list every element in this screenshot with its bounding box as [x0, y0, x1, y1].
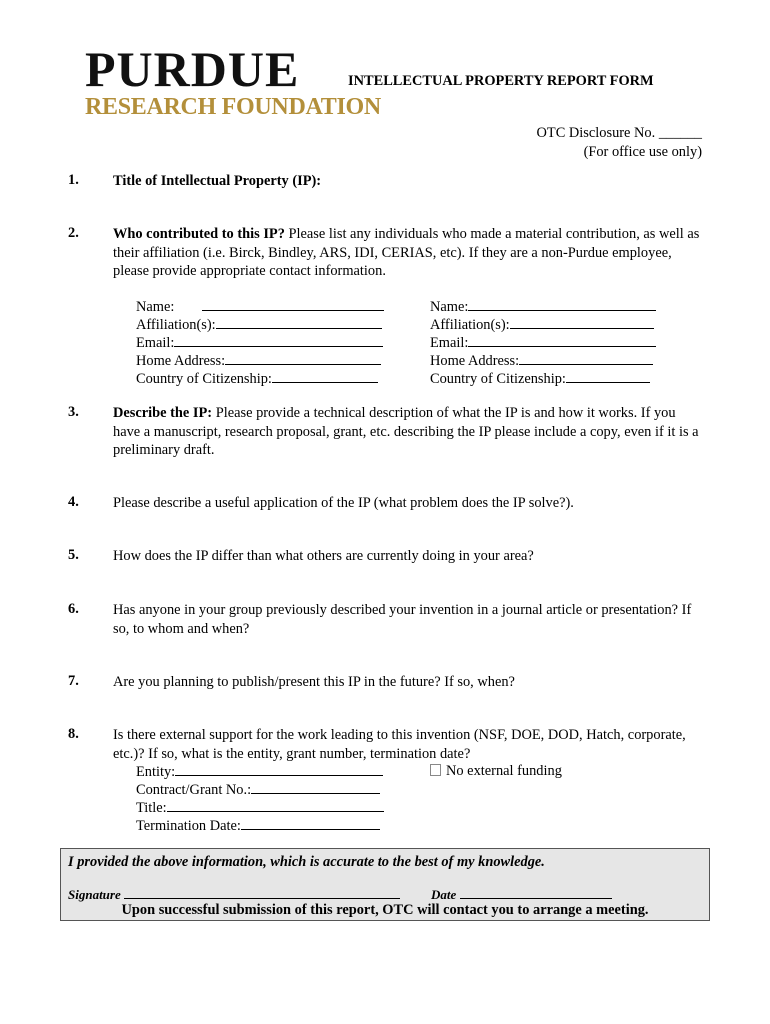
question-text: [113, 404, 703, 460]
question-bold-label: Describe the IP:: [113, 405, 213, 421]
question-number: 3.: [68, 404, 79, 420]
form-title: INTELLECTUAL PROPERTY REPORT FORM: [348, 73, 654, 89]
question-number: 4.: [68, 494, 79, 510]
contributor-email-field[interactable]: Email:: [430, 333, 656, 351]
no-external-funding-checkbox[interactable]: [430, 764, 441, 776]
contributor-name-field[interactable]: Name:: [430, 297, 656, 315]
certification-statement: I provided the above information, which is accurate to the best of my knowledge.: [68, 854, 545, 870]
question-body: Has anyone in your group previously described your invention in a journal article or presentation? If so, to whom and when?: [113, 602, 692, 637]
question-body: Are you planning to publish/present this IP in the future? If so, when?: [113, 674, 515, 690]
contributor-home-address-field[interactable]: Home Address:: [136, 351, 384, 369]
external-support-fields: [136, 762, 384, 834]
otc-disclosure-block: [537, 124, 702, 162]
question-number: 6.: [68, 601, 79, 617]
contributor-2-fields: [430, 297, 656, 387]
office-use-note: (For office use only): [583, 144, 702, 160]
question-text: [113, 172, 703, 191]
question-number: 7.: [68, 673, 79, 689]
question-number: 5.: [68, 547, 79, 563]
logo-purdue-text: PURDUE: [85, 41, 300, 97]
no-external-funding-label: No external funding: [446, 763, 562, 779]
question-text: [113, 225, 703, 281]
submission-footer-note: Upon successful submission of this report, OTC will contact you to arrange a meeting.: [121, 902, 649, 918]
signature-field[interactable]: Signature: [68, 887, 400, 903]
contributor-citizenship-field[interactable]: Country of Citizenship:: [136, 369, 384, 387]
certification-box: [60, 848, 710, 921]
contributor-affiliation-field[interactable]: Affiliation(s):: [136, 315, 384, 333]
title-field[interactable]: Title:: [136, 798, 384, 816]
question-number: 2.: [68, 225, 79, 241]
question-body: Please list any individuals who made a material contribution, as well as their affiliation (i.e. Birck, Bindley, ARS, IDI, CERIAS, etc). If they are a non-Purdue employee, please provide appropriate contact information.: [113, 226, 700, 279]
contributor-1-fields: [136, 297, 384, 387]
contributor-name-field[interactable]: Name:: [136, 297, 384, 315]
contract-grant-number-field[interactable]: Contract/Grant No.:: [136, 780, 384, 798]
question-bold-label: Title of Intellectual Property (IP):: [113, 173, 322, 189]
entity-field[interactable]: Entity:: [136, 762, 384, 780]
contributor-citizenship-field[interactable]: Country of Citizenship:: [430, 369, 656, 387]
date-field[interactable]: Date: [431, 887, 612, 903]
contributor-email-field[interactable]: Email:: [136, 333, 384, 351]
contributor-affiliation-field[interactable]: Affiliation(s):: [430, 315, 656, 333]
question-number: 1.: [68, 172, 79, 188]
contributor-home-address-field[interactable]: Home Address:: [430, 351, 656, 369]
purdue-research-foundation-logo: [85, 41, 381, 120]
question-body: Please describe a useful application of the IP (what problem does the IP solve?).: [113, 495, 574, 511]
termination-date-field[interactable]: Termination Date:: [136, 816, 384, 834]
otc-disclosure-number[interactable]: OTC Disclosure No. ______: [536, 125, 702, 141]
question-bold-label: Who contributed to this IP?: [113, 226, 285, 242]
question-body: Is there external support for the work leading to this invention (NSF, DOE, DOD, Hatch, corporate, etc.)? If so, what is the entity, grant number, termination date?: [113, 727, 686, 762]
no-external-funding-option[interactable]: [430, 762, 562, 780]
question-body: How does the IP differ than what others are currently doing in your area?: [113, 548, 534, 564]
question-number: 8.: [68, 726, 79, 742]
question-body: Please provide a technical description of what the IP is and how it works. If you have a manuscript, research proposal, grant, etc. describing the IP please include a copy, even if it is a preliminary draft.: [113, 405, 699, 458]
logo-research-foundation-text: RESEARCH FOUNDATION: [85, 94, 381, 120]
